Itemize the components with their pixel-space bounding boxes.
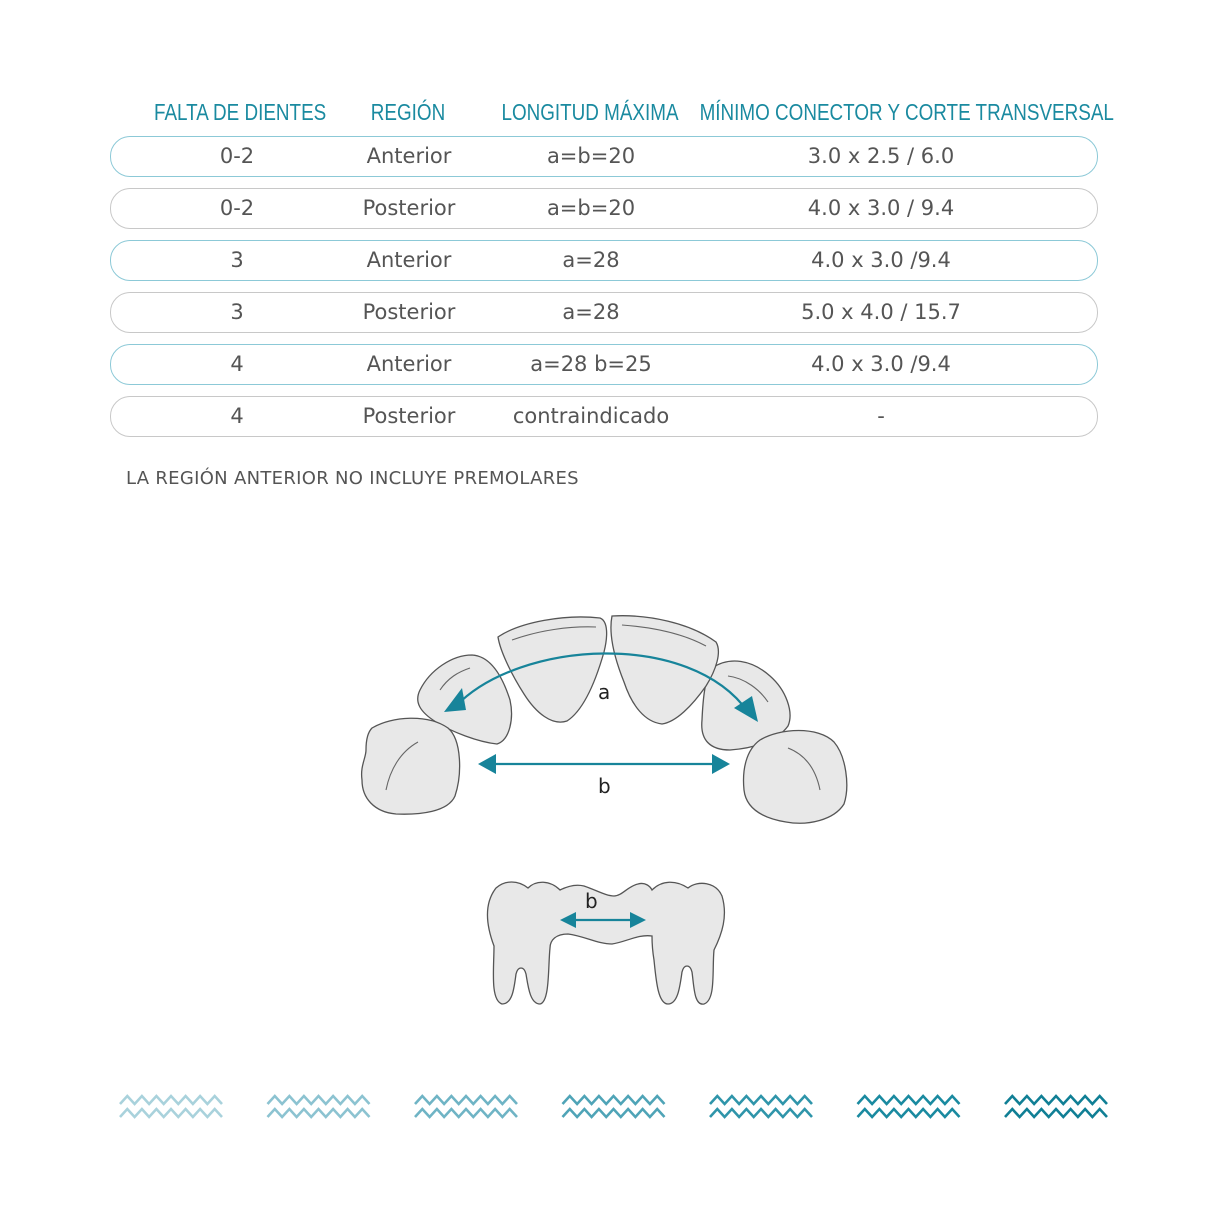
cell-region: Anterior xyxy=(366,248,452,272)
wave-pattern-icon xyxy=(415,1096,517,1104)
header-max-length: LONGITUD MÁXIMA xyxy=(501,99,679,125)
cell-length: contraindicado xyxy=(512,404,670,428)
cell-length: a=b=20 xyxy=(546,144,636,168)
wave-pattern-icon xyxy=(858,1109,960,1117)
wave-pattern-icon xyxy=(268,1096,370,1104)
cell-length: a=28 xyxy=(562,248,620,272)
cell-region: Posterior xyxy=(362,196,456,220)
cell-teeth: 3 xyxy=(230,248,244,272)
wave-pattern-icon xyxy=(415,1109,517,1117)
wave-pattern-icon xyxy=(1005,1109,1107,1117)
tooth-icon xyxy=(362,718,460,814)
wave-pattern-icon xyxy=(268,1109,370,1117)
cell-connector: 4.0 x 3.0 /9.4 xyxy=(811,352,951,376)
cell-length: a=28 xyxy=(562,300,620,324)
cell-teeth: 4 xyxy=(230,404,244,428)
cell-connector: 4.0 x 3.0 /9.4 xyxy=(811,248,951,272)
cell-region: Anterior xyxy=(366,144,452,168)
wave-pattern-icon xyxy=(120,1109,222,1117)
cell-length: a=28 b=25 xyxy=(530,352,652,376)
label-a: a xyxy=(598,680,611,704)
label-b: b xyxy=(585,889,598,913)
header-min-connector: MÍNIMO CONECTOR Y CORTE TRANSVERSAL xyxy=(699,99,1114,125)
bridge-icon xyxy=(487,882,724,1004)
wave-pattern-icon xyxy=(1005,1096,1107,1104)
header-missing-teeth: FALTA DE DIENTES xyxy=(154,99,327,125)
label-b: b xyxy=(598,774,611,798)
cell-connector: 3.0 x 2.5 / 6.0 xyxy=(807,144,955,168)
arrowhead-right xyxy=(712,754,730,774)
wave-pattern-icon xyxy=(710,1109,812,1117)
cell-region: Posterior xyxy=(362,404,456,428)
cell-region: Posterior xyxy=(362,300,456,324)
cell-connector: 5.0 x 4.0 / 15.7 xyxy=(801,300,961,324)
wave-pattern-icon xyxy=(120,1096,222,1104)
footnote: LA REGIÓN ANTERIOR NO INCLUYE PREMOLARES xyxy=(126,468,579,489)
cell-teeth: 0-2 xyxy=(219,144,255,168)
cell-teeth: 3 xyxy=(230,300,244,324)
cell-connector: 4.0 x 3.0 / 9.4 xyxy=(807,196,955,220)
decorative-waves xyxy=(120,1096,1107,1117)
wave-pattern-icon xyxy=(858,1096,960,1104)
cell-teeth: 0-2 xyxy=(219,196,255,220)
dental-arch-illustration xyxy=(362,616,847,823)
cell-connector: - xyxy=(877,404,885,428)
cell-teeth: 4 xyxy=(230,352,244,376)
bridge-illustration xyxy=(487,882,724,1004)
wave-pattern-icon xyxy=(710,1096,812,1104)
header-region: REGIÓN xyxy=(370,99,446,125)
cell-region: Anterior xyxy=(366,352,452,376)
wave-pattern-icon xyxy=(563,1096,665,1104)
arrowhead-left xyxy=(478,754,496,774)
wave-pattern-icon xyxy=(563,1109,665,1117)
cell-length: a=b=20 xyxy=(546,196,636,220)
tooth-icon xyxy=(744,731,847,824)
